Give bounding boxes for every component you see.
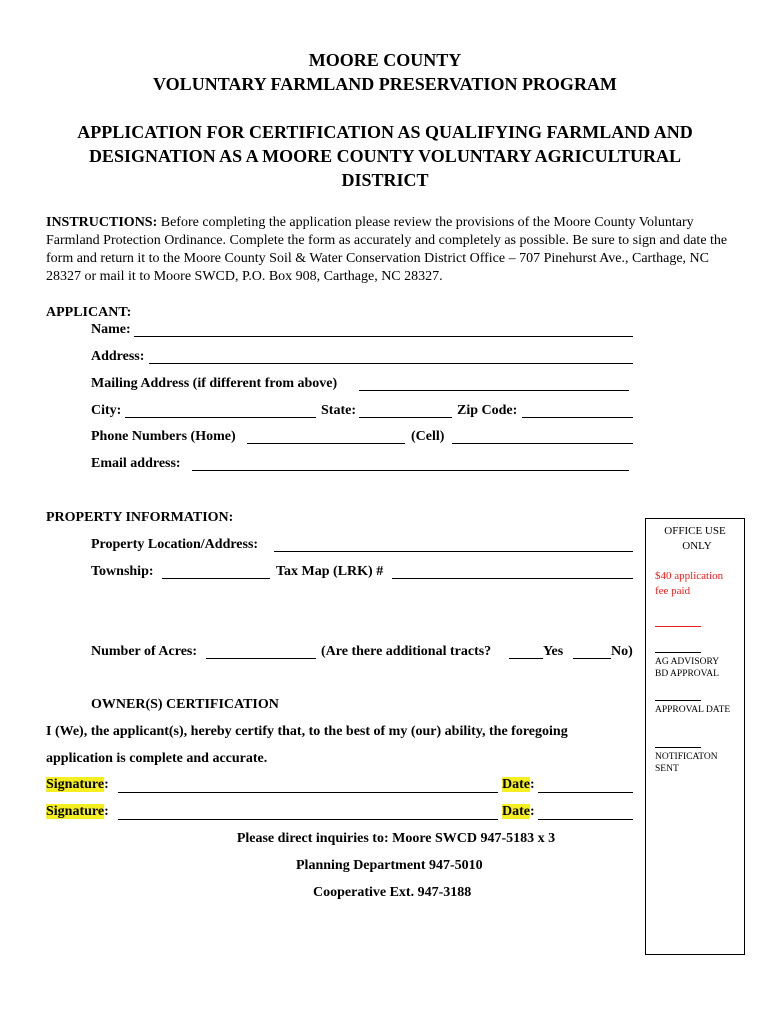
yes-field[interactable] [509,658,543,659]
tax-map-label: Tax Map (LRK) # [276,564,384,579]
township-field[interactable] [162,578,270,579]
notification-line1: NOTIFICATON [655,752,718,762]
property-location-field[interactable] [274,551,633,552]
name-label: Name: [91,322,131,337]
date-1-colon: : [530,777,535,792]
form-title-line3: DISTRICT [341,170,429,190]
city-label: City: [91,403,122,418]
mailing-address-label: Mailing Address (if different from above) [91,376,338,391]
instructions-text: Before completing the application please review the provisions of the Moore County Voluntary Farmland Protection Ordinance. Complete the form as accurately and completely as possible. Be sure to sign and date the form and return it to the Moore County Soil & Water Conservation District Office – 707 Pinehurst Ave., Carthage, NC 28327 or mail it to Moore SWCD, P.O. Box 908, Carthage, NC 28327. [46,215,728,284]
signature-2-label [46,803,109,821]
date-2-colon: : [530,804,535,819]
date-1-highlight: Date [502,777,530,792]
instructions [46,214,736,286]
tax-map-field[interactable] [392,578,633,579]
contact-planning: Planning Department 947-5010 [296,858,483,873]
acres-label: Number of Acres: [91,644,198,659]
approval-date-field[interactable] [655,700,701,701]
date-2-field[interactable] [538,819,633,820]
phone-home-field[interactable] [247,443,405,444]
property-heading: PROPERTY INFORMATION: [46,510,234,525]
phone-home-label: Phone Numbers (Home) [91,429,236,444]
signature-2-field[interactable] [118,819,498,820]
fee-paid-field[interactable] [655,626,701,627]
additional-tracts-label: (Are there additional tracts? [321,644,492,659]
office-use-title-1: OFFICE USE [664,525,726,537]
fee-paid-line2: fee paid [655,585,691,597]
address-field[interactable] [149,363,633,364]
date-1-label [502,776,535,794]
phone-cell-label: (Cell) [411,429,445,444]
phone-cell-field[interactable] [452,443,633,444]
signature-1-highlight: Signature [46,777,105,792]
township-label: Township: [91,564,154,579]
city-field[interactable] [125,417,316,418]
applicant-heading: APPLICANT: [46,305,132,320]
zip-label: Zip Code: [457,403,518,418]
form-title-line1: APPLICATION FOR CERTIFICATION AS QUALIFYING FARMLAND AND [77,122,693,142]
contact-swcd: Please direct inquiries to: Moore SWCD 947-5183 x 3 [236,831,556,846]
ag-advisory-field[interactable] [655,652,701,653]
name-field[interactable] [134,336,633,337]
no-label: No) [611,644,633,659]
zip-field[interactable] [522,417,633,418]
ag-advisory-line2: BD APPROVAL [655,669,719,679]
address-label: Address: [91,349,145,364]
notification-field[interactable] [655,747,701,748]
header-program: VOLUNTARY FARMLAND PRESERVATION PROGRAM [153,74,617,94]
yes-label: Yes [543,644,564,659]
state-field[interactable] [359,417,452,418]
instructions-label: INSTRUCTIONS: [46,215,158,230]
acres-field[interactable] [206,658,316,659]
certification-text-line2: application is complete and accurate. [46,751,268,766]
certification-text-line1: I (We), the applicant(s), hereby certify that, to the best of my (our) ability, the foregoing [46,724,568,739]
state-label: State: [321,403,356,418]
no-field[interactable] [573,658,611,659]
date-2-highlight: Date [502,804,530,819]
certification-heading: OWNER(S) CERTIFICATION [91,697,279,712]
notification-line2: SENT [655,764,679,774]
ag-advisory-line1: AG ADVISORY [655,657,720,667]
contact-cooperative: Cooperative Ext. 947-3188 [313,885,472,900]
office-use-title-2: ONLY [682,540,712,552]
approval-date-label: APPROVAL DATE [655,705,731,715]
signature-1-field[interactable] [118,792,498,793]
form-title-line2: DESIGNATION AS A MOORE COUNTY VOLUNTARY AGRICULTURAL [88,146,682,166]
signature-2-colon: : [104,804,109,819]
date-1-field[interactable] [538,792,633,793]
signature-1-label [46,776,109,794]
signature-2-highlight: Signature [46,804,105,819]
signature-1-colon: : [104,777,109,792]
mailing-address-field[interactable] [359,390,629,391]
email-field[interactable] [192,470,629,471]
header-county: MOORE COUNTY [308,50,462,70]
office-use-box [645,518,745,955]
email-label: Email address: [91,456,181,471]
property-location-label: Property Location/Address: [91,537,259,552]
date-2-label [502,803,535,821]
fee-paid-line1: $40 application [655,570,724,582]
